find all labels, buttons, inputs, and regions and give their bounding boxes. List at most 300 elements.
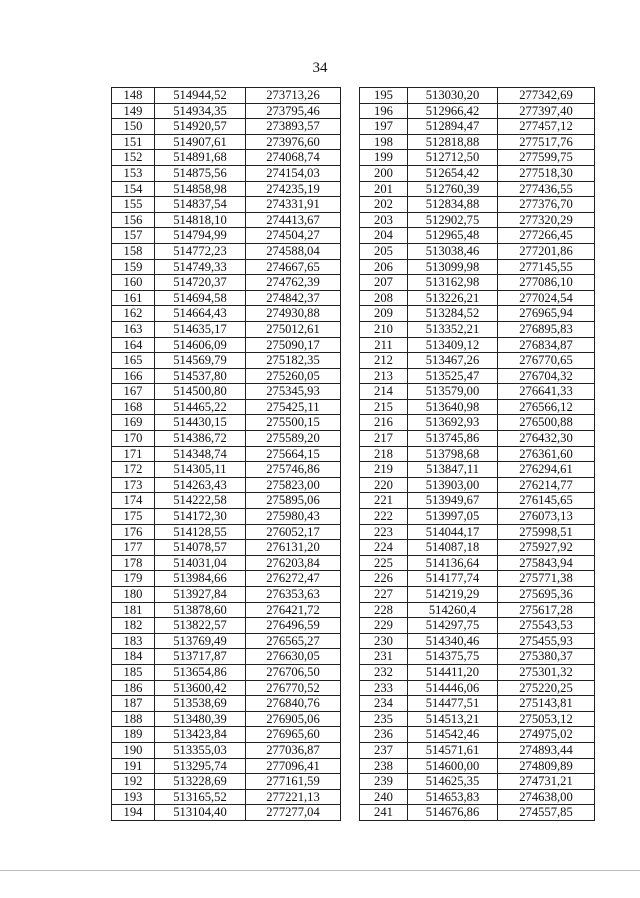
point-number-cell: 226 (360, 571, 408, 587)
table-row (112, 384, 341, 400)
y-coordinate-cell: 275182,35 (246, 353, 341, 369)
table-row (112, 134, 341, 150)
table-row (360, 259, 595, 275)
x-coordinate-cell: 514720,37 (155, 275, 246, 291)
y-coordinate-cell: 275090,17 (246, 337, 341, 353)
x-coordinate-cell: 513030,20 (408, 88, 498, 104)
y-coordinate-cell: 274588,04 (246, 243, 341, 259)
point-number-cell: 185 (112, 664, 155, 680)
x-coordinate-cell: 513847,11 (408, 462, 498, 478)
point-number-cell: 228 (360, 602, 408, 618)
x-coordinate-cell: 513600,42 (155, 680, 246, 696)
point-number-cell: 189 (112, 727, 155, 743)
x-coordinate-cell: 514772,23 (155, 243, 246, 259)
point-number-cell: 155 (112, 197, 155, 213)
y-coordinate-cell: 274893,44 (498, 742, 595, 758)
x-coordinate-cell: 513949,67 (408, 493, 498, 509)
table-row (112, 462, 341, 478)
table-row (112, 711, 341, 727)
table-row (112, 555, 341, 571)
y-coordinate-cell: 276131,20 (246, 540, 341, 556)
point-number-cell: 176 (112, 524, 155, 540)
table-row (112, 618, 341, 634)
x-coordinate-cell: 513927,84 (155, 587, 246, 603)
y-coordinate-cell: 276566,12 (498, 399, 595, 415)
x-coordinate-cell: 513162,98 (408, 275, 498, 291)
x-coordinate-cell: 514571,61 (408, 742, 498, 758)
table-row (360, 633, 595, 649)
table-row (112, 415, 341, 431)
y-coordinate-cell: 276145,65 (498, 493, 595, 509)
y-coordinate-cell: 274557,85 (498, 805, 595, 821)
y-coordinate-cell: 275380,37 (498, 649, 595, 665)
x-coordinate-cell: 514430,15 (155, 415, 246, 431)
y-coordinate-cell: 277096,41 (246, 758, 341, 774)
y-coordinate-cell: 276500,88 (498, 415, 595, 431)
point-number-cell: 184 (112, 649, 155, 665)
table-row (360, 571, 595, 587)
x-coordinate-cell: 513099,98 (408, 259, 498, 275)
x-coordinate-cell: 513903,00 (408, 477, 498, 493)
table-row (360, 540, 595, 556)
table-row (112, 290, 341, 306)
table-row (360, 774, 595, 790)
point-number-cell: 178 (112, 555, 155, 571)
point-number-cell: 202 (360, 197, 408, 213)
y-coordinate-cell: 276432,30 (498, 431, 595, 447)
y-coordinate-cell: 275301,32 (498, 664, 595, 680)
table-row (360, 353, 595, 369)
y-coordinate-cell: 276630,05 (246, 649, 341, 665)
y-coordinate-cell: 276496,59 (246, 618, 341, 634)
x-coordinate-cell: 514128,55 (155, 524, 246, 540)
point-number-cell: 186 (112, 680, 155, 696)
table-row (112, 150, 341, 166)
table-row (112, 540, 341, 556)
table-row (360, 555, 595, 571)
point-number-cell: 192 (112, 774, 155, 790)
point-number-cell: 197 (360, 119, 408, 135)
table-row (112, 212, 341, 228)
x-coordinate-cell: 514087,18 (408, 540, 498, 556)
x-coordinate-cell: 514837,54 (155, 197, 246, 213)
point-number-cell: 188 (112, 711, 155, 727)
table-row (360, 696, 595, 712)
point-number-cell: 157 (112, 228, 155, 244)
y-coordinate-cell: 275543,53 (498, 618, 595, 634)
x-coordinate-cell: 514340,46 (408, 633, 498, 649)
table-row (112, 477, 341, 493)
point-number-cell: 148 (112, 88, 155, 104)
table-row (112, 368, 341, 384)
point-number-cell: 194 (112, 805, 155, 821)
y-coordinate-cell: 274413,67 (246, 212, 341, 228)
y-coordinate-cell: 275843,94 (498, 555, 595, 571)
table-row (360, 727, 595, 743)
y-coordinate-cell: 274667,65 (246, 259, 341, 275)
x-coordinate-cell: 513997,05 (408, 509, 498, 525)
x-coordinate-cell: 513525,47 (408, 368, 498, 384)
table-row (360, 399, 595, 415)
x-coordinate-cell: 513284,52 (408, 306, 498, 322)
y-coordinate-cell: 276361,60 (498, 446, 595, 462)
table-row (112, 446, 341, 462)
point-number-cell: 196 (360, 103, 408, 119)
x-coordinate-cell: 513579,00 (408, 384, 498, 400)
point-number-cell: 195 (360, 88, 408, 104)
table-row (112, 243, 341, 259)
table-row (112, 353, 341, 369)
x-coordinate-cell: 514600,00 (408, 758, 498, 774)
x-coordinate-cell: 514411,20 (408, 664, 498, 680)
point-number-cell: 151 (112, 134, 155, 150)
y-coordinate-cell: 276421,72 (246, 602, 341, 618)
table-row (360, 150, 595, 166)
table-row (360, 88, 595, 104)
x-coordinate-cell: 514375,75 (408, 649, 498, 665)
table-row (112, 399, 341, 415)
coordinates-table-left (111, 87, 341, 821)
x-coordinate-cell: 513480,39 (155, 711, 246, 727)
point-number-cell: 158 (112, 243, 155, 259)
y-coordinate-cell: 277161,59 (246, 774, 341, 790)
table-row (112, 774, 341, 790)
y-coordinate-cell: 275771,38 (498, 571, 595, 587)
table-row (360, 680, 595, 696)
x-coordinate-cell: 514875,56 (155, 165, 246, 181)
point-number-cell: 236 (360, 727, 408, 743)
table-row (112, 88, 341, 104)
x-coordinate-cell: 514136,64 (408, 555, 498, 571)
point-number-cell: 163 (112, 321, 155, 337)
point-number-cell: 224 (360, 540, 408, 556)
x-coordinate-cell: 513228,69 (155, 774, 246, 790)
x-coordinate-cell: 513538,69 (155, 696, 246, 712)
y-coordinate-cell: 275664,15 (246, 446, 341, 462)
y-coordinate-cell: 277266,45 (498, 228, 595, 244)
y-coordinate-cell: 275260,05 (246, 368, 341, 384)
y-coordinate-cell: 276834,87 (498, 337, 595, 353)
point-number-cell: 149 (112, 103, 155, 119)
point-number-cell: 213 (360, 368, 408, 384)
table-row (360, 197, 595, 213)
x-coordinate-cell: 513104,40 (155, 805, 246, 821)
point-number-cell: 229 (360, 618, 408, 634)
point-number-cell: 241 (360, 805, 408, 821)
table-row (112, 805, 341, 821)
table-row (360, 415, 595, 431)
point-number-cell: 159 (112, 259, 155, 275)
x-coordinate-cell: 514305,11 (155, 462, 246, 478)
y-coordinate-cell: 275998,51 (498, 524, 595, 540)
y-coordinate-cell: 273976,60 (246, 134, 341, 150)
y-coordinate-cell: 277201,86 (498, 243, 595, 259)
x-coordinate-cell: 514500,80 (155, 384, 246, 400)
point-number-cell: 199 (360, 150, 408, 166)
y-coordinate-cell: 276294,61 (498, 462, 595, 478)
y-coordinate-cell: 276840,76 (246, 696, 341, 712)
table-row (360, 275, 595, 291)
point-number-cell: 240 (360, 789, 408, 805)
y-coordinate-cell: 277036,87 (246, 742, 341, 758)
y-coordinate-cell: 273713,26 (246, 88, 341, 104)
y-coordinate-cell: 276770,52 (246, 680, 341, 696)
point-number-cell: 179 (112, 571, 155, 587)
table-row (360, 134, 595, 150)
x-coordinate-cell: 514818,10 (155, 212, 246, 228)
x-coordinate-cell: 513822,57 (155, 618, 246, 634)
point-number-cell: 220 (360, 477, 408, 493)
y-coordinate-cell: 276706,50 (246, 664, 341, 680)
y-coordinate-cell: 274731,21 (498, 774, 595, 790)
y-coordinate-cell: 275500,15 (246, 415, 341, 431)
point-number-cell: 235 (360, 711, 408, 727)
page-number: 34 (312, 60, 328, 76)
table-row (112, 758, 341, 774)
table-row (112, 571, 341, 587)
y-coordinate-cell: 275927,92 (498, 540, 595, 556)
y-coordinate-cell: 277221,13 (246, 789, 341, 805)
table-row (112, 649, 341, 665)
point-number-cell: 152 (112, 150, 155, 166)
point-number-cell: 227 (360, 587, 408, 603)
point-number-cell: 193 (112, 789, 155, 805)
point-number-cell: 239 (360, 774, 408, 790)
y-coordinate-cell: 276895,83 (498, 321, 595, 337)
table-row (360, 337, 595, 353)
point-number-cell: 210 (360, 321, 408, 337)
point-number-cell: 208 (360, 290, 408, 306)
y-coordinate-cell: 276052,17 (246, 524, 341, 540)
point-number-cell: 214 (360, 384, 408, 400)
x-coordinate-cell: 514694,58 (155, 290, 246, 306)
table-row (112, 321, 341, 337)
point-number-cell: 175 (112, 509, 155, 525)
y-coordinate-cell: 274930,88 (246, 306, 341, 322)
x-coordinate-cell: 514794,99 (155, 228, 246, 244)
y-coordinate-cell: 277024,54 (498, 290, 595, 306)
y-coordinate-cell: 276203,84 (246, 555, 341, 571)
table-row (112, 742, 341, 758)
y-coordinate-cell: 274504,27 (246, 228, 341, 244)
point-number-cell: 223 (360, 524, 408, 540)
x-coordinate-cell: 514934,35 (155, 103, 246, 119)
point-number-cell: 230 (360, 633, 408, 649)
coordinates-table-right (359, 87, 595, 821)
x-coordinate-cell: 514653,83 (408, 789, 498, 805)
table-row (360, 664, 595, 680)
point-number-cell: 153 (112, 165, 155, 181)
point-number-cell: 203 (360, 212, 408, 228)
point-number-cell: 222 (360, 509, 408, 525)
y-coordinate-cell: 276272,47 (246, 571, 341, 587)
point-number-cell: 169 (112, 415, 155, 431)
y-coordinate-cell: 275143,81 (498, 696, 595, 712)
table-row (360, 711, 595, 727)
y-coordinate-cell: 275220,25 (498, 680, 595, 696)
x-coordinate-cell: 514664,43 (155, 306, 246, 322)
point-number-cell: 225 (360, 555, 408, 571)
point-number-cell: 204 (360, 228, 408, 244)
table-row (360, 649, 595, 665)
x-coordinate-cell: 514222,58 (155, 493, 246, 509)
y-coordinate-cell: 276905,06 (246, 711, 341, 727)
x-coordinate-cell: 513717,87 (155, 649, 246, 665)
table-row (112, 228, 341, 244)
x-coordinate-cell: 512760,39 (408, 181, 498, 197)
x-coordinate-cell: 513038,46 (408, 243, 498, 259)
table-row (112, 197, 341, 213)
table-row (360, 321, 595, 337)
table-row (360, 618, 595, 634)
x-coordinate-cell: 514513,21 (408, 711, 498, 727)
y-coordinate-cell: 276073,13 (498, 509, 595, 525)
y-coordinate-cell: 275012,61 (246, 321, 341, 337)
point-number-cell: 166 (112, 368, 155, 384)
y-coordinate-cell: 275980,43 (246, 509, 341, 525)
point-number-cell: 231 (360, 649, 408, 665)
y-coordinate-cell: 277277,04 (246, 805, 341, 821)
y-coordinate-cell: 275425,11 (246, 399, 341, 415)
x-coordinate-cell: 514465,22 (155, 399, 246, 415)
point-number-cell: 162 (112, 306, 155, 322)
table-row (112, 633, 341, 649)
table-row (360, 509, 595, 525)
x-coordinate-cell: 512712,50 (408, 150, 498, 166)
y-coordinate-cell: 275589,20 (246, 431, 341, 447)
point-number-cell: 209 (360, 306, 408, 322)
table-row (112, 680, 341, 696)
point-number-cell: 181 (112, 602, 155, 618)
y-coordinate-cell: 274975,02 (498, 727, 595, 743)
y-coordinate-cell: 277376,70 (498, 197, 595, 213)
y-coordinate-cell: 273893,57 (246, 119, 341, 135)
y-coordinate-cell: 275746,86 (246, 462, 341, 478)
point-number-cell: 232 (360, 664, 408, 680)
table-row (360, 119, 595, 135)
y-coordinate-cell: 277397,40 (498, 103, 595, 119)
y-coordinate-cell: 276565,27 (246, 633, 341, 649)
x-coordinate-cell: 514044,17 (408, 524, 498, 540)
x-coordinate-cell: 514078,57 (155, 540, 246, 556)
point-number-cell: 165 (112, 353, 155, 369)
table-row (360, 758, 595, 774)
x-coordinate-cell: 513984,66 (155, 571, 246, 587)
table-row (360, 212, 595, 228)
x-coordinate-cell: 513355,03 (155, 742, 246, 758)
table-row (112, 181, 341, 197)
y-coordinate-cell: 276770,65 (498, 353, 595, 369)
table-row (112, 306, 341, 322)
table-row (360, 181, 595, 197)
table-row (360, 462, 595, 478)
x-coordinate-cell: 513640,98 (408, 399, 498, 415)
point-number-cell: 218 (360, 446, 408, 462)
table-row (112, 103, 341, 119)
table-row (360, 524, 595, 540)
table-row (360, 290, 595, 306)
point-number-cell: 211 (360, 337, 408, 353)
y-coordinate-cell: 273795,46 (246, 103, 341, 119)
x-coordinate-cell: 512965,48 (408, 228, 498, 244)
y-coordinate-cell: 274762,39 (246, 275, 341, 291)
point-number-cell: 187 (112, 696, 155, 712)
x-coordinate-cell: 512966,42 (408, 103, 498, 119)
x-coordinate-cell: 514625,35 (408, 774, 498, 790)
x-coordinate-cell: 514177,74 (408, 571, 498, 587)
y-coordinate-cell: 274809,89 (498, 758, 595, 774)
y-coordinate-cell: 275345,93 (246, 384, 341, 400)
y-coordinate-cell: 277518,30 (498, 165, 595, 181)
x-coordinate-cell: 513467,26 (408, 353, 498, 369)
y-coordinate-cell: 275823,00 (246, 477, 341, 493)
x-coordinate-cell: 514569,79 (155, 353, 246, 369)
table-row (360, 306, 595, 322)
x-coordinate-cell: 514446,06 (408, 680, 498, 696)
y-coordinate-cell: 275053,12 (498, 711, 595, 727)
y-coordinate-cell: 275895,06 (246, 493, 341, 509)
y-coordinate-cell: 274235,19 (246, 181, 341, 197)
y-coordinate-cell: 277086,10 (498, 275, 595, 291)
y-coordinate-cell: 276353,63 (246, 587, 341, 603)
y-coordinate-cell: 276704,32 (498, 368, 595, 384)
table-row (112, 524, 341, 540)
point-number-cell: 171 (112, 446, 155, 462)
point-number-cell: 161 (112, 290, 155, 306)
x-coordinate-cell: 512902,75 (408, 212, 498, 228)
point-number-cell: 237 (360, 742, 408, 758)
point-number-cell: 217 (360, 431, 408, 447)
table-row (112, 602, 341, 618)
point-number-cell: 191 (112, 758, 155, 774)
y-coordinate-cell: 274068,74 (246, 150, 341, 166)
table-row (112, 789, 341, 805)
x-coordinate-cell: 514676,86 (408, 805, 498, 821)
table-row (360, 805, 595, 821)
y-coordinate-cell: 275695,36 (498, 587, 595, 603)
table-row (112, 275, 341, 291)
x-coordinate-cell: 514542,46 (408, 727, 498, 743)
point-number-cell: 150 (112, 119, 155, 135)
y-coordinate-cell: 277457,12 (498, 119, 595, 135)
y-coordinate-cell: 274638,00 (498, 789, 595, 805)
x-coordinate-cell: 514477,51 (408, 696, 498, 712)
point-number-cell: 167 (112, 384, 155, 400)
x-coordinate-cell: 514172,30 (155, 509, 246, 525)
point-number-cell: 200 (360, 165, 408, 181)
y-coordinate-cell: 277599,75 (498, 150, 595, 166)
x-coordinate-cell: 513798,68 (408, 446, 498, 462)
y-coordinate-cell: 277342,69 (498, 88, 595, 104)
table-row (360, 446, 595, 462)
table-row (112, 259, 341, 275)
table-row (112, 727, 341, 743)
y-coordinate-cell: 274154,03 (246, 165, 341, 181)
point-number-cell: 205 (360, 243, 408, 259)
table-row (360, 228, 595, 244)
point-number-cell: 183 (112, 633, 155, 649)
point-number-cell: 215 (360, 399, 408, 415)
table-row (360, 789, 595, 805)
point-number-cell: 164 (112, 337, 155, 353)
point-number-cell: 154 (112, 181, 155, 197)
x-coordinate-cell: 513295,74 (155, 758, 246, 774)
point-number-cell: 173 (112, 477, 155, 493)
table-row (360, 368, 595, 384)
x-coordinate-cell: 513878,60 (155, 602, 246, 618)
point-number-cell: 182 (112, 618, 155, 634)
y-coordinate-cell: 274331,91 (246, 197, 341, 213)
